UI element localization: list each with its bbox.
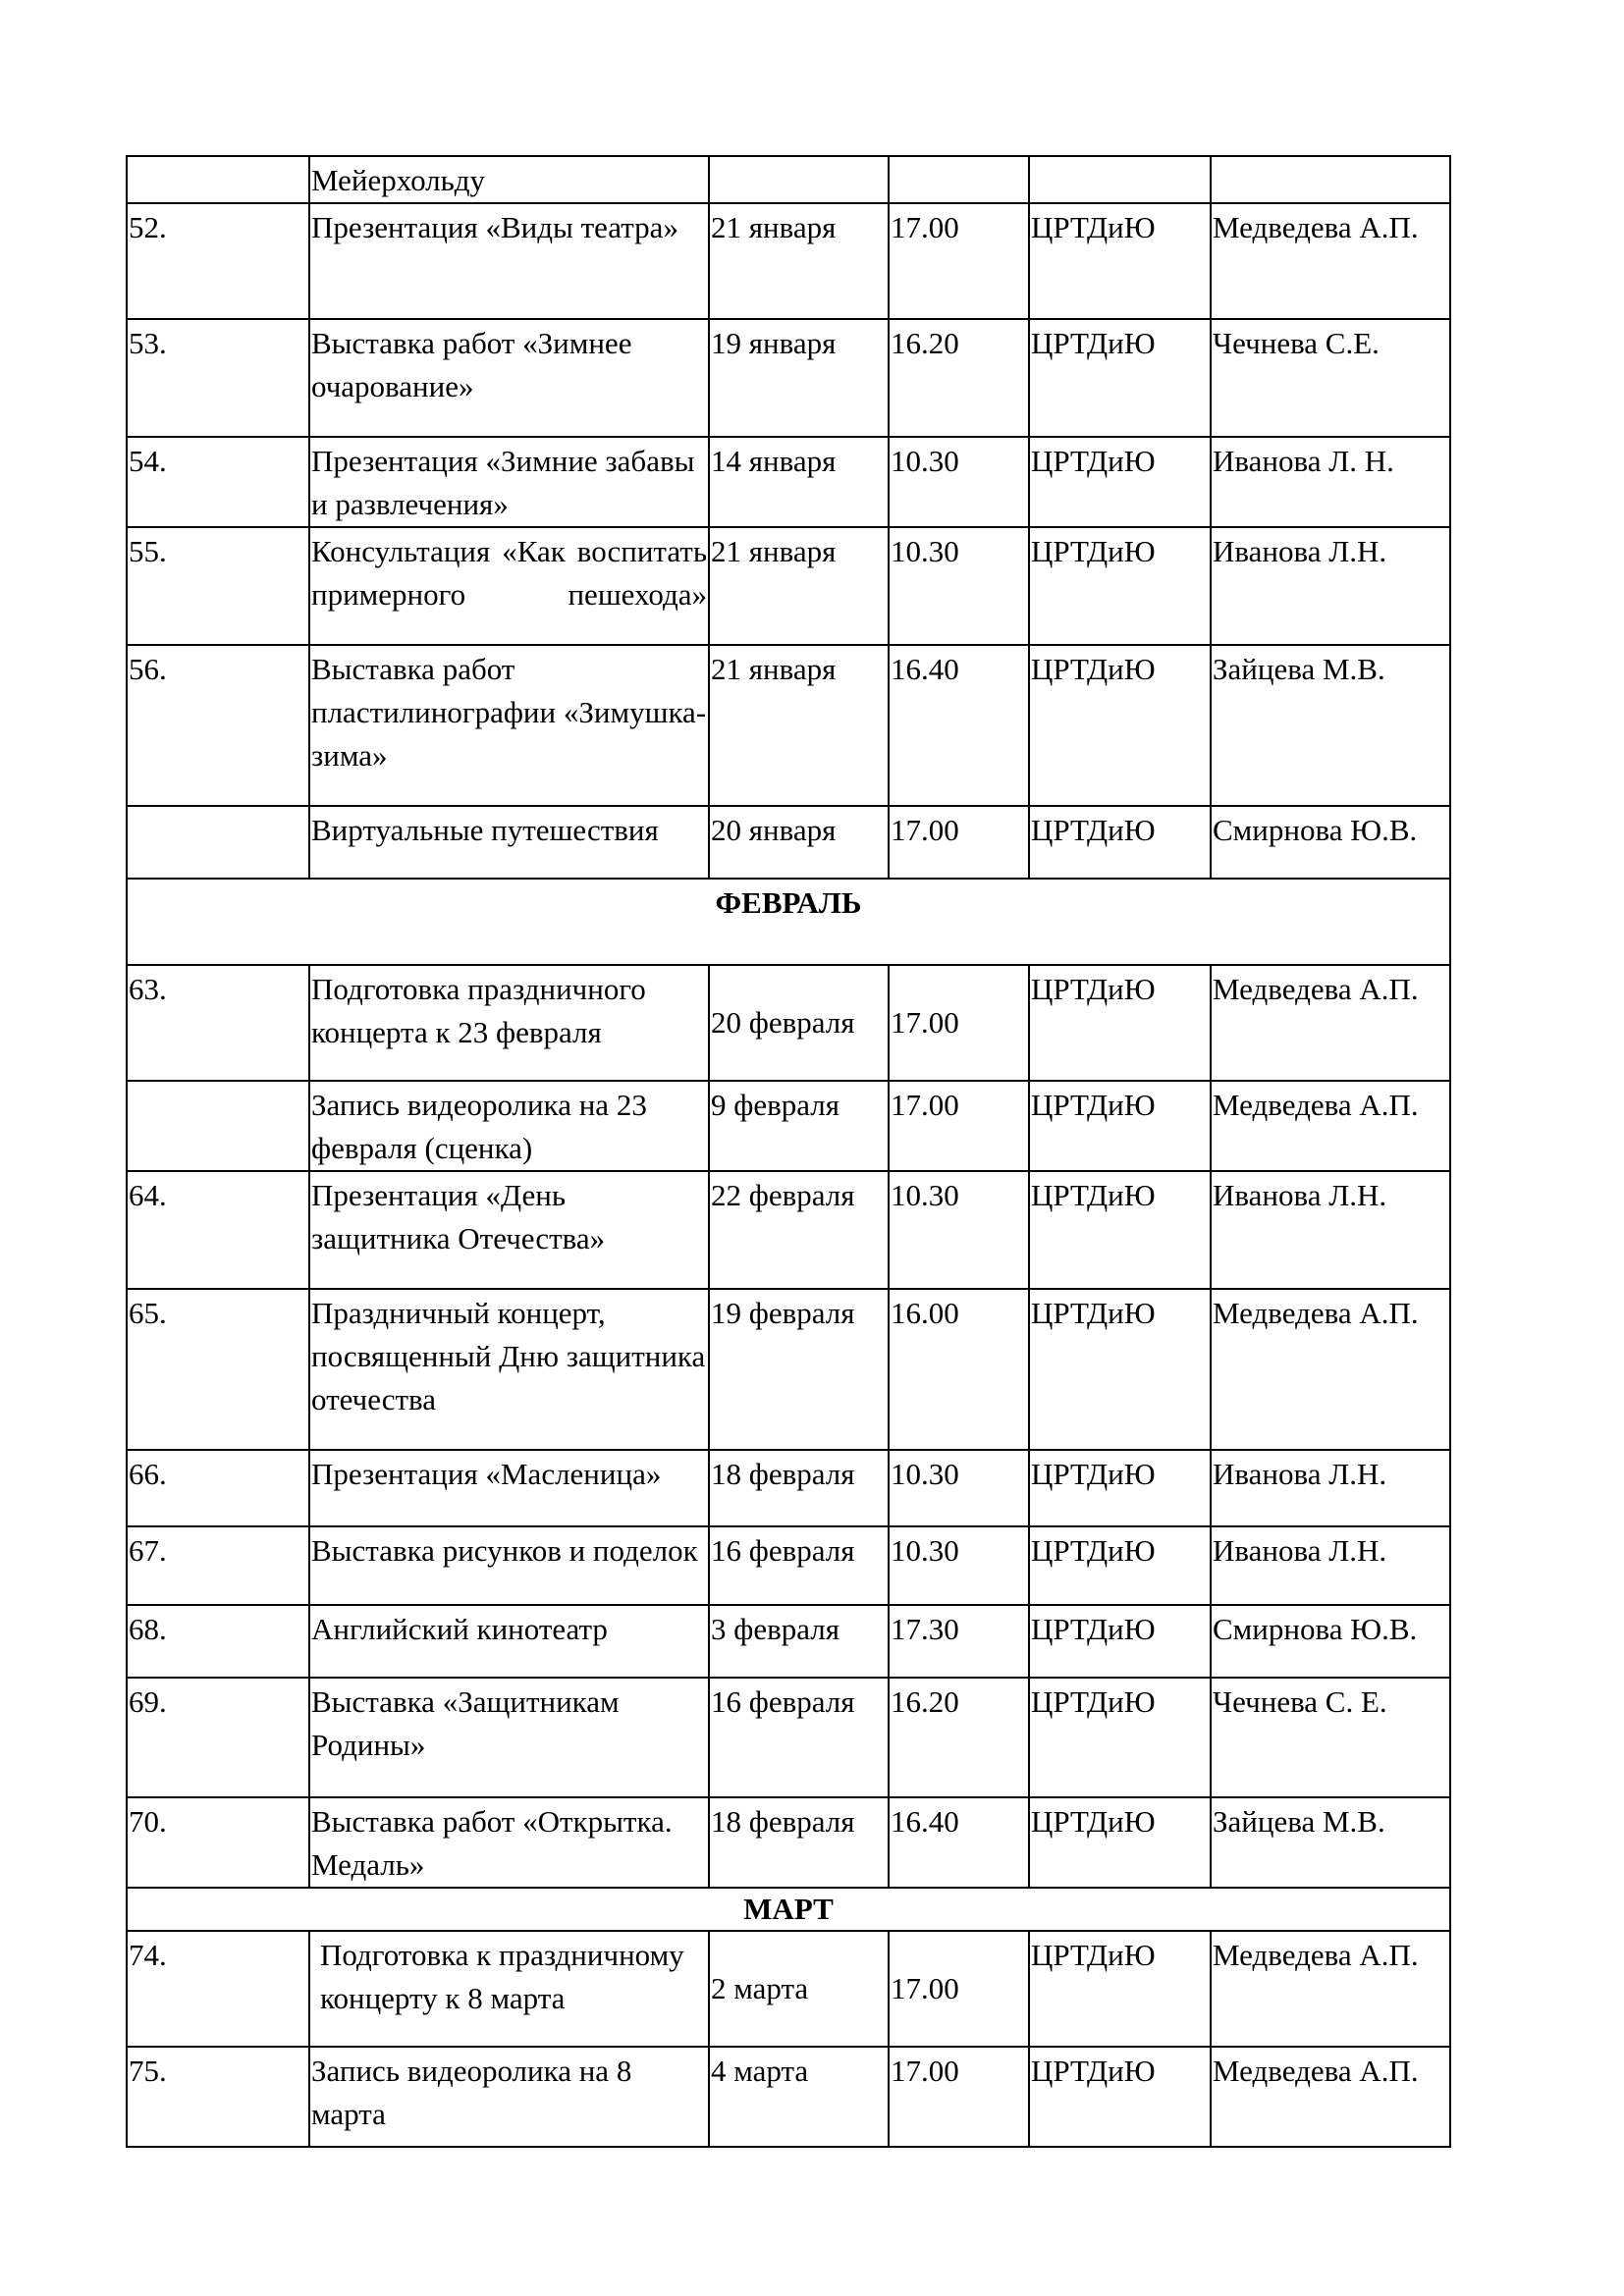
event-place: ЦРТДиЮ <box>1029 437 1211 527</box>
event-time: 16.40 <box>889 1797 1029 1888</box>
event-time: 16.20 <box>889 319 1029 437</box>
event-name: Выставка работ «Зимнее очарование» <box>309 319 709 437</box>
event-time: 10.30 <box>889 1450 1029 1526</box>
event-name: Подготовка праздничного концерта к 23 февраля <box>309 965 709 1081</box>
row-number: 70. <box>127 1797 309 1888</box>
event-place: ЦРТДиЮ <box>1029 1289 1211 1450</box>
table-row <box>127 806 1450 879</box>
table-row <box>127 2047 1450 2147</box>
row-number <box>127 156 309 203</box>
event-time: 16.20 <box>889 1678 1029 1797</box>
table-row <box>127 1797 1450 1888</box>
row-number: 56. <box>127 645 309 806</box>
event-date <box>709 156 889 203</box>
row-number: 66. <box>127 1450 309 1526</box>
row-number: 63. <box>127 965 309 1081</box>
event-place: ЦРТДиЮ <box>1029 1605 1211 1678</box>
event-time: 17.00 <box>889 965 1029 1081</box>
table-row <box>127 1931 1450 2047</box>
event-time: 10.30 <box>889 437 1029 527</box>
month-header-row <box>127 1888 1450 1931</box>
event-date: 21 января <box>709 645 889 806</box>
event-name: Выставка работ пластилинографии «Зимушка-зима» <box>309 645 709 806</box>
event-date: 16 февраля <box>709 1678 889 1797</box>
event-date: 20 февраля <box>709 965 889 1081</box>
event-date: 3 февраля <box>709 1605 889 1678</box>
row-number: 53. <box>127 319 309 437</box>
table-row <box>127 437 1450 527</box>
event-name: Виртуальные путешествия <box>309 806 709 879</box>
responsible-person: Медведева А.П. <box>1211 1081 1450 1171</box>
responsible-person: Зайцева М.В. <box>1211 1797 1450 1888</box>
event-date: 21 января <box>709 527 889 645</box>
event-place: ЦРТДиЮ <box>1029 203 1211 319</box>
responsible-person <box>1211 156 1450 203</box>
event-place: ЦРТДиЮ <box>1029 965 1211 1081</box>
event-time: 17.00 <box>889 1931 1029 2047</box>
event-name: Праздничный концерт, посвященный Дню защитника отечества <box>309 1289 709 1450</box>
event-name: Английский кинотеатр <box>309 1605 709 1678</box>
table-row <box>127 203 1450 319</box>
event-name: Запись видеоролика на 8 марта <box>309 2047 709 2147</box>
event-place: ЦРТДиЮ <box>1029 319 1211 437</box>
event-name: Мейерхольду <box>309 156 709 203</box>
event-place: ЦРТДиЮ <box>1029 1081 1211 1171</box>
table-row <box>127 1678 1450 1797</box>
schedule-table <box>126 155 1451 2148</box>
event-place: ЦРТДиЮ <box>1029 806 1211 879</box>
row-number: 65. <box>127 1289 309 1450</box>
row-number: 52. <box>127 203 309 319</box>
event-time: 16.40 <box>889 645 1029 806</box>
event-time: 17.00 <box>889 203 1029 319</box>
event-name: Презентация «День защитника Отечества» <box>309 1171 709 1289</box>
responsible-person: Зайцева М.В. <box>1211 645 1450 806</box>
table-row <box>127 1450 1450 1526</box>
event-place: ЦРТДиЮ <box>1029 645 1211 806</box>
responsible-person: Чечнева С. Е. <box>1211 1678 1450 1797</box>
event-date: 9 февраля <box>709 1081 889 1171</box>
event-time: 10.30 <box>889 1171 1029 1289</box>
event-time: 16.00 <box>889 1289 1029 1450</box>
table-row <box>127 1289 1450 1450</box>
row-number: 54. <box>127 437 309 527</box>
event-name: Выставка «Защитникам Родины» <box>309 1678 709 1797</box>
responsible-person: Медведева А.П. <box>1211 2047 1450 2147</box>
row-number: 69. <box>127 1678 309 1797</box>
event-name: Выставка рисунков и поделок <box>309 1526 709 1605</box>
month-header-row <box>127 879 1450 965</box>
responsible-person: Иванова Л.Н. <box>1211 527 1450 645</box>
event-date: 14 января <box>709 437 889 527</box>
table-row <box>127 1605 1450 1678</box>
responsible-person: Иванова Л.Н. <box>1211 1450 1450 1526</box>
table-row <box>127 965 1450 1081</box>
event-name: Подготовка к праздничному концерту к 8 марта <box>309 1931 709 2047</box>
event-name: Презентация «Масленица» <box>309 1450 709 1526</box>
event-date: 19 января <box>709 319 889 437</box>
event-place: ЦРТДиЮ <box>1029 1678 1211 1797</box>
event-time: 17.00 <box>889 806 1029 879</box>
table-row <box>127 156 1450 203</box>
event-name: Консультация «Как воспитать примерного пешехода» <box>309 527 709 645</box>
event-date: 20 января <box>709 806 889 879</box>
event-name: Запись видеоролика на 23 февраля (сценка) <box>309 1081 709 1171</box>
event-date: 4 марта <box>709 2047 889 2147</box>
table-row <box>127 1171 1450 1289</box>
responsible-person: Смирнова Ю.В. <box>1211 806 1450 879</box>
table-row <box>127 1081 1450 1171</box>
month-heading: ФЕВРАЛЬ <box>127 879 1450 965</box>
responsible-person: Медведева А.П. <box>1211 1289 1450 1450</box>
event-place: ЦРТДиЮ <box>1029 1931 1211 2047</box>
event-name: Выставка работ «Открытка. Медаль» <box>309 1797 709 1888</box>
event-date: 21 января <box>709 203 889 319</box>
responsible-person: Иванова Л.Н. <box>1211 1526 1450 1605</box>
responsible-person: Иванова Л. Н. <box>1211 437 1450 527</box>
row-number: 68. <box>127 1605 309 1678</box>
event-place: ЦРТДиЮ <box>1029 527 1211 645</box>
event-date: 19 февраля <box>709 1289 889 1450</box>
event-place: ЦРТДиЮ <box>1029 1797 1211 1888</box>
event-place: ЦРТДиЮ <box>1029 1526 1211 1605</box>
responsible-person: Медведева А.П. <box>1211 1931 1450 2047</box>
event-place: ЦРТДиЮ <box>1029 1450 1211 1526</box>
row-number <box>127 1081 309 1171</box>
event-name: Презентация «Виды театра» <box>309 203 709 319</box>
event-place <box>1029 156 1211 203</box>
responsible-person: Чечнева С.Е. <box>1211 319 1450 437</box>
row-number: 64. <box>127 1171 309 1289</box>
table-row <box>127 527 1450 645</box>
month-heading: МАРТ <box>127 1888 1450 1931</box>
table-row <box>127 1526 1450 1605</box>
table-row <box>127 645 1450 806</box>
row-number <box>127 806 309 879</box>
event-time: 17.00 <box>889 2047 1029 2147</box>
row-number: 55. <box>127 527 309 645</box>
event-time <box>889 156 1029 203</box>
event-place: ЦРТДиЮ <box>1029 1171 1211 1289</box>
row-number: 75. <box>127 2047 309 2147</box>
event-date: 22 февраля <box>709 1171 889 1289</box>
responsible-person: Медведева А.П. <box>1211 965 1450 1081</box>
event-name: Презентация «Зимние забавы и развлечения» <box>309 437 709 527</box>
row-number: 67. <box>127 1526 309 1605</box>
event-place: ЦРТДиЮ <box>1029 2047 1211 2147</box>
event-date: 16 февраля <box>709 1526 889 1605</box>
event-date: 2 марта <box>709 1931 889 2047</box>
responsible-person: Смирнова Ю.В. <box>1211 1605 1450 1678</box>
row-number: 74. <box>127 1931 309 2047</box>
event-date: 18 февраля <box>709 1797 889 1888</box>
responsible-person: Медведева А.П. <box>1211 203 1450 319</box>
event-time: 10.30 <box>889 527 1029 645</box>
responsible-person: Иванова Л.Н. <box>1211 1171 1450 1289</box>
event-date: 18 февраля <box>709 1450 889 1526</box>
event-time: 10.30 <box>889 1526 1029 1605</box>
event-time: 17.30 <box>889 1605 1029 1678</box>
table-row <box>127 319 1450 437</box>
event-time: 17.00 <box>889 1081 1029 1171</box>
